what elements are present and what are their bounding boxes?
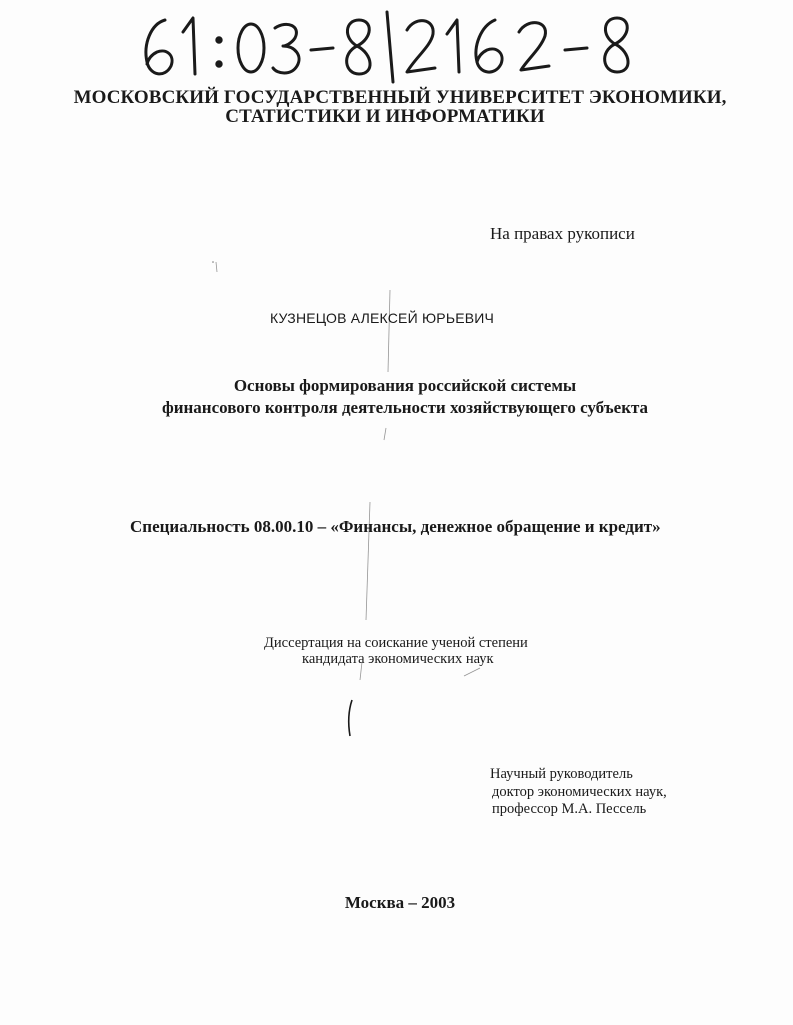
dissertation-title-line-2: финансового контроля деятельности хозяйствующего субъекта: [161, 398, 649, 417]
author-name: КУЗНЕЦОВ АЛЕКСЕЙ ЮРЬЕВИЧ: [270, 310, 495, 326]
handwritten-archive-code: [135, 6, 655, 86]
handwritten-stroke: [349, 700, 352, 736]
degree-line-2: кандидата экономических наук: [302, 651, 494, 667]
dissertation-title-line-1: Основы формирования российской системы: [233, 376, 577, 395]
supervisor-name: профессор М.А. Пессель: [492, 801, 647, 817]
city-year: Москва – 2003: [344, 893, 456, 912]
university-name-line-2: СТАТИСТИКИ И ИНФОРМАТИКИ: [225, 106, 545, 127]
supervisor-degree: доктор экономических наук,: [492, 784, 667, 800]
supervisor-label: Научный руководитель: [490, 766, 633, 782]
degree-line-1: Диссертация на соискание ученой степени: [264, 635, 528, 651]
specialty: Специальность 08.00.10 – «Финансы, денежное обращение и кредит»: [130, 517, 661, 536]
rights-note: На правах рукописи: [490, 224, 635, 243]
university-name-line-1: МОСКОВСКИЙ ГОСУДАРСТВЕННЫЙ УНИВЕРСИТЕТ ЭКОНОМИКИ,: [73, 87, 727, 108]
